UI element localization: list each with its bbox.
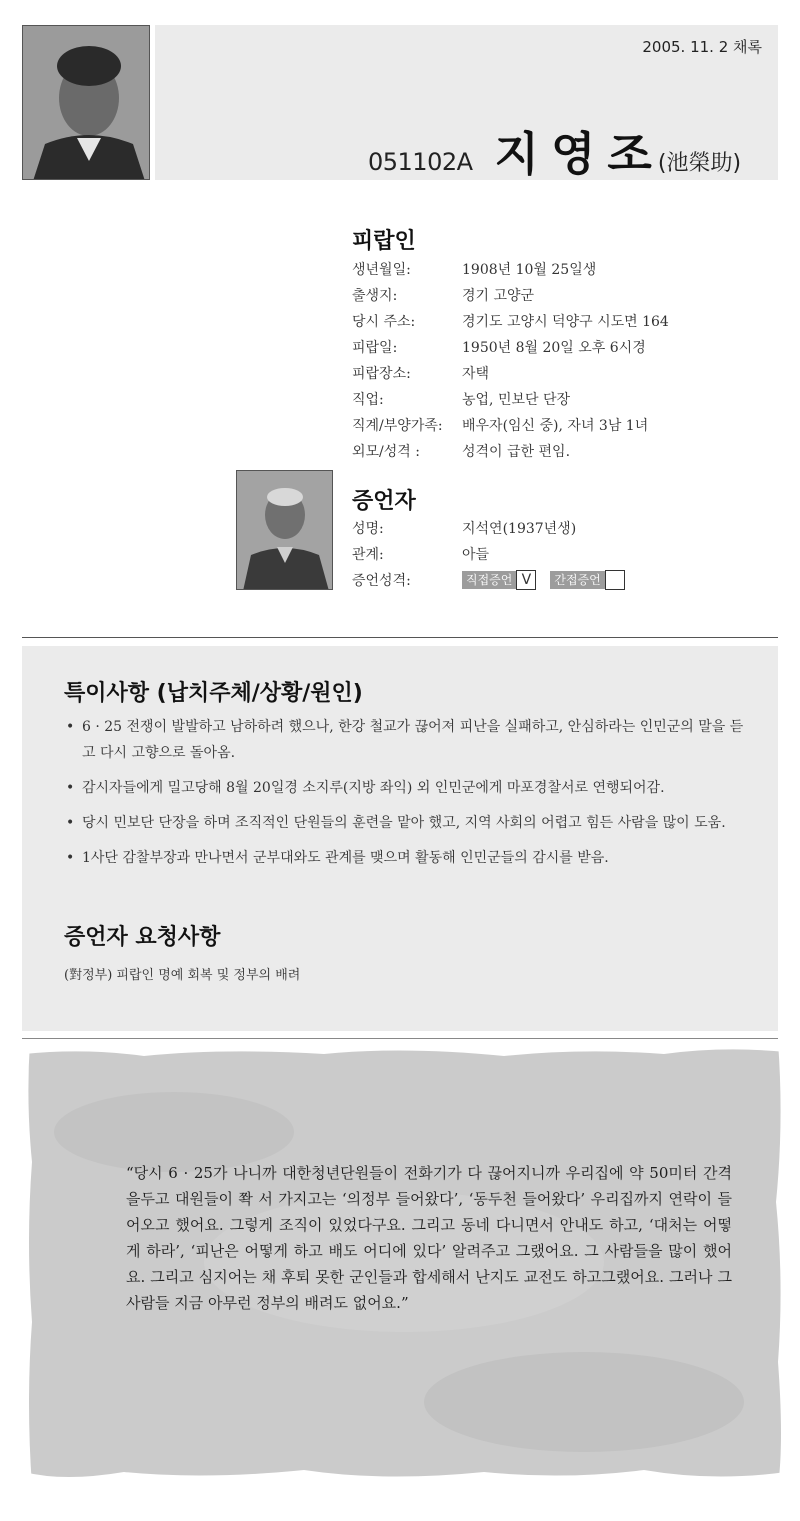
- witness-photo: [236, 470, 333, 590]
- field-value: 자택: [462, 366, 490, 382]
- field-row-birthplace: [352, 282, 772, 308]
- title-row: [368, 118, 741, 184]
- field-label: 직업:: [352, 392, 384, 408]
- field-value: 1908년 10월 25일생: [462, 262, 597, 278]
- field-value: 농업, 민보단 단장: [462, 392, 571, 408]
- quote-area: [24, 1042, 786, 1486]
- field-value: 1950년 8월 20일 오후 6시경: [462, 340, 646, 356]
- field-label: 직계/부양가족:: [352, 418, 443, 434]
- notes-list: [64, 714, 754, 880]
- field-value: 경기도 고양시 덕양구 시도면 164: [462, 314, 669, 330]
- field-label: 증언성격:: [352, 573, 411, 589]
- field-row-abduction-date: [352, 334, 772, 360]
- victim-name: 지영조: [494, 127, 664, 181]
- field-value: 배우자(임신 중), 자녀 3남 1녀: [462, 418, 649, 434]
- request-heading: 증언자 요청사항: [64, 925, 221, 950]
- field-row-birthdate: [352, 256, 772, 282]
- field-label: 성명:: [352, 521, 384, 537]
- field-row-appearance: [352, 438, 772, 464]
- field-row-occupation: [352, 386, 772, 412]
- list-item: • 1사단 감찰부장과 만나면서 군부대와도 관계를 맺으며 활동해 인민군들의 감시를 받음.: [64, 845, 754, 871]
- testimony-type-options: [462, 570, 772, 590]
- field-label: 피랍일:: [352, 340, 398, 356]
- field-row-family: [352, 412, 772, 438]
- field-row-abduction-place: [352, 360, 772, 386]
- record-date: 2005. 11. 2 채록: [642, 38, 762, 56]
- direct-testimony-tag: 직접증언: [462, 571, 516, 589]
- field-label: 당시 주소:: [352, 314, 416, 330]
- field-row-address: [352, 308, 772, 334]
- direct-testimony-checkbox[interactable]: V: [516, 570, 536, 590]
- witness-section-title: 증언자: [352, 489, 416, 514]
- field-row-testimony-type: [352, 567, 772, 593]
- victim-name-hanja: (池榮助): [657, 151, 742, 176]
- list-item: • 감시자들에게 밀고당해 8월 20일경 소지루(지방 좌익) 외 인민군에게 마포경찰서로 연행되어감.: [64, 775, 754, 801]
- field-value: 성격이 급한 편임.: [462, 444, 571, 460]
- notes-heading: 특이사항 (납치주체/상황/원인): [64, 681, 363, 706]
- field-label: 외모/성격 :: [352, 444, 420, 460]
- bottom-rule: [22, 1038, 778, 1039]
- list-item: • 당시 민보단 단장을 하며 조직적인 단원들의 훈련을 맡아 했고, 지역 사회의 어렵고 힘든 사람을 많이 도움.: [64, 810, 754, 836]
- list-item: • 6 · 25 전쟁이 발발하고 남하하려 했으나, 한강 철교가 끊어져 피난을 실패하고, 안심하라는 인민군의 말을 듣고 다시 고향으로 돌아옴.: [64, 714, 754, 766]
- field-value: 지석연(1937년생): [462, 521, 577, 537]
- indirect-testimony-checkbox[interactable]: [605, 570, 625, 590]
- victim-section-title: 피랍인: [352, 229, 416, 254]
- field-label: 출생지:: [352, 288, 398, 304]
- victim-portrait-photo: [22, 25, 150, 180]
- field-row-relationship: [352, 541, 772, 567]
- section-divider: [22, 637, 778, 638]
- field-value: 아들: [462, 547, 490, 563]
- testimony-quote: “당시 6 · 25가 나니까 대한청년단원들이 전화기가 다 끊어지니까 우리집에 약 50미터 간격을두고 대원들이 쫙 서 가지고는 ‘의정부 들어왔다’, ‘동두천 들어왔다’ 우리집까지 연락이 들어오고 했어요. 그렇게 조직이 있었다구요. 그리고 동네 다니면서 안내도 하고, ‘대처는 어떻게 하라’, ‘피난은 어떻게 하고 배도 어디에 있다’ 알려주고 그랬어요. 그 사람들을 많이 했어요. 그리고 심지어는 채 후퇴 못한 군인들과 합세해서 난지도 교전도 하고그랬어요. 그러나 그 사람들 지금 아무런 정부의 배려도 없어요.”: [126, 1164, 732, 1312]
- witness-fields: [352, 515, 772, 593]
- field-label: 피랍장소:: [352, 366, 411, 382]
- field-label: 생년월일:: [352, 262, 411, 278]
- field-value: 경기 고양군: [462, 288, 535, 304]
- victim-fields: [352, 256, 772, 464]
- field-label: 관계:: [352, 547, 384, 563]
- notes-panel: [22, 646, 778, 1031]
- indirect-testimony-tag: 간접증언: [550, 571, 604, 589]
- case-id: 051102A: [368, 148, 473, 176]
- request-text: (對정부) 피랍인 명예 회복 및 정부의 배려: [64, 968, 301, 983]
- field-row-witness-name: [352, 515, 772, 541]
